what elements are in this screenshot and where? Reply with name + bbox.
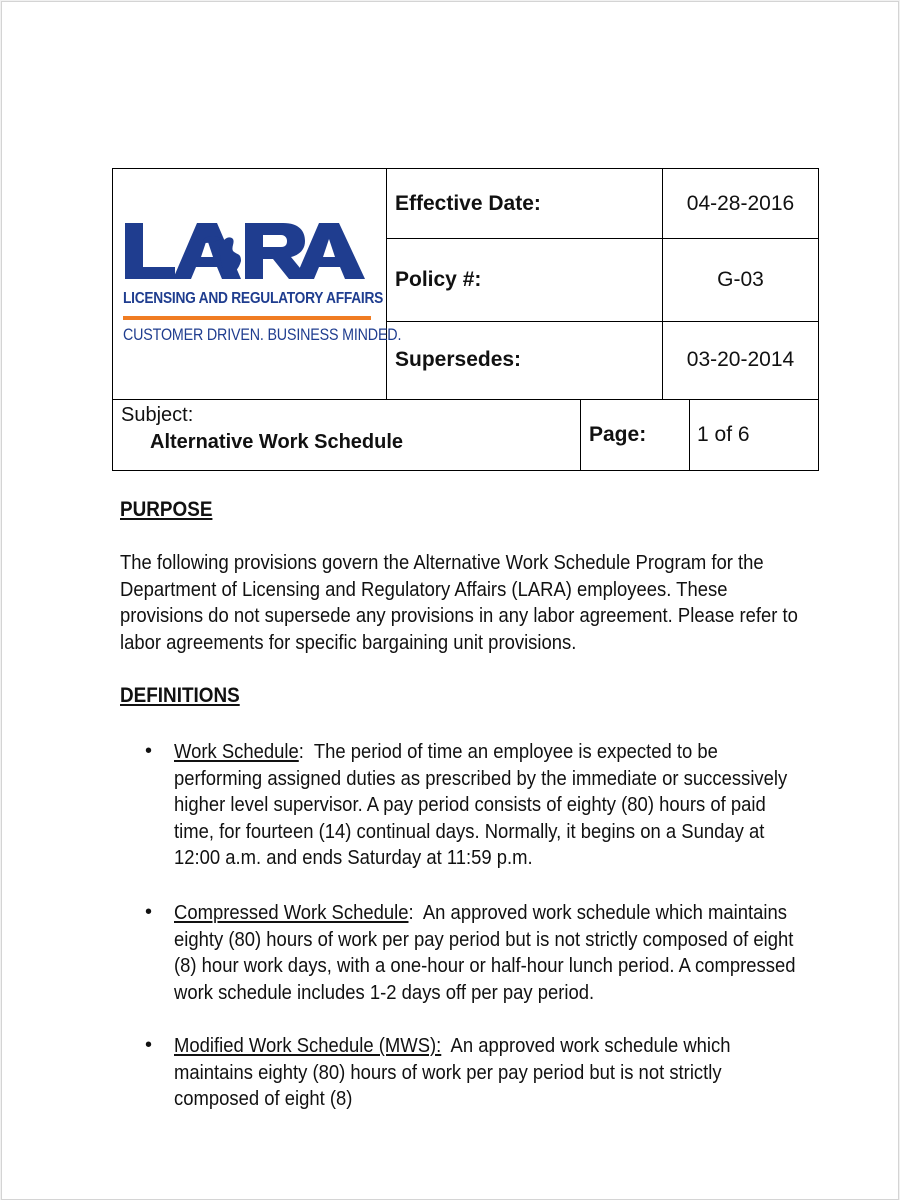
subject-value: Alternative Work Schedule — [150, 431, 404, 453]
subject-label: Subject: — [121, 404, 194, 426]
purpose-heading: PURPOSE — [120, 498, 213, 521]
purpose-paragraph: The following provisions govern the Alternative Work Schedule Program for the Department of Licensing and Regulatory Affairs (LARA) employees. These provisions do not supersede any provisions in any labor agreement. Please refer to labor agreements for specific bargaining unit provisions. — [120, 551, 798, 654]
policy-header-table — [112, 168, 819, 471]
definition-separator: : — [298, 740, 314, 763]
supersedes-value: 03-20-2014 — [663, 321, 819, 399]
bullet-icon: • — [145, 901, 153, 923]
definition-separator — [441, 1034, 450, 1057]
definition-text: The period of time an employee is expected to be performing assigned duties as prescribed by the immediate or successively higher level supervisor. A pay period consists of eighty (80) hours of paid time, for fourteen (14) continual days. Normally, it begins on a Sunday at 12:00 a.m. and ends Saturday at 11:59 p.m. — [174, 740, 788, 869]
supersedes-label: Supersedes: — [387, 321, 663, 399]
logo-divider — [123, 316, 371, 320]
definitions-heading: DEFINITIONS — [120, 684, 240, 707]
page-label: Page: — [581, 400, 690, 470]
bullet-icon: • — [145, 740, 153, 762]
definition-item-work-schedule — [174, 739, 804, 872]
effective-date-value: 04-28-2016 — [663, 169, 819, 239]
definition-text: An approved work schedule which maintains eighty (80) hours of work per pay period but is not strictly composed of eight (8) hour work days, with a one-hour or half-hour lunch period. A compressed work schedule includes 1-2 days off per pay period. — [174, 901, 796, 1004]
logo-tagline-primary: LICENSING AND REGULATORY AFFAIRS — [123, 290, 384, 307]
policy-number-label: Policy #: — [387, 239, 663, 321]
definition-term: Modified Work Schedule (MWS): — [174, 1034, 442, 1057]
definition-term: Work Schedule — [174, 740, 299, 763]
subject-row — [113, 400, 819, 471]
definition-text: An approved work schedule which maintains eighty (80) hours of work per pay period but is not strictly composed of eight (8) — [174, 1034, 731, 1110]
lara-wordmark-logo — [123, 217, 373, 283]
bullet-icon: • — [145, 1034, 153, 1056]
effective-date-label: Effective Date: — [387, 169, 663, 239]
lara-logo — [113, 169, 402, 400]
definition-term: Compressed Work Schedule — [174, 901, 409, 924]
policy-number-value: G-03 — [663, 239, 819, 321]
definition-item-compressed-work-schedule — [174, 900, 804, 1006]
subject-cell — [113, 400, 581, 470]
definition-item-modified-work-schedule — [174, 1033, 804, 1113]
definition-separator: : — [408, 901, 423, 924]
document-page — [1, 1, 899, 1200]
page-value: 1 of 6 — [697, 423, 750, 446]
logo-tagline-secondary: CUSTOMER DRIVEN. BUSINESS MINDED. — [123, 325, 402, 344]
